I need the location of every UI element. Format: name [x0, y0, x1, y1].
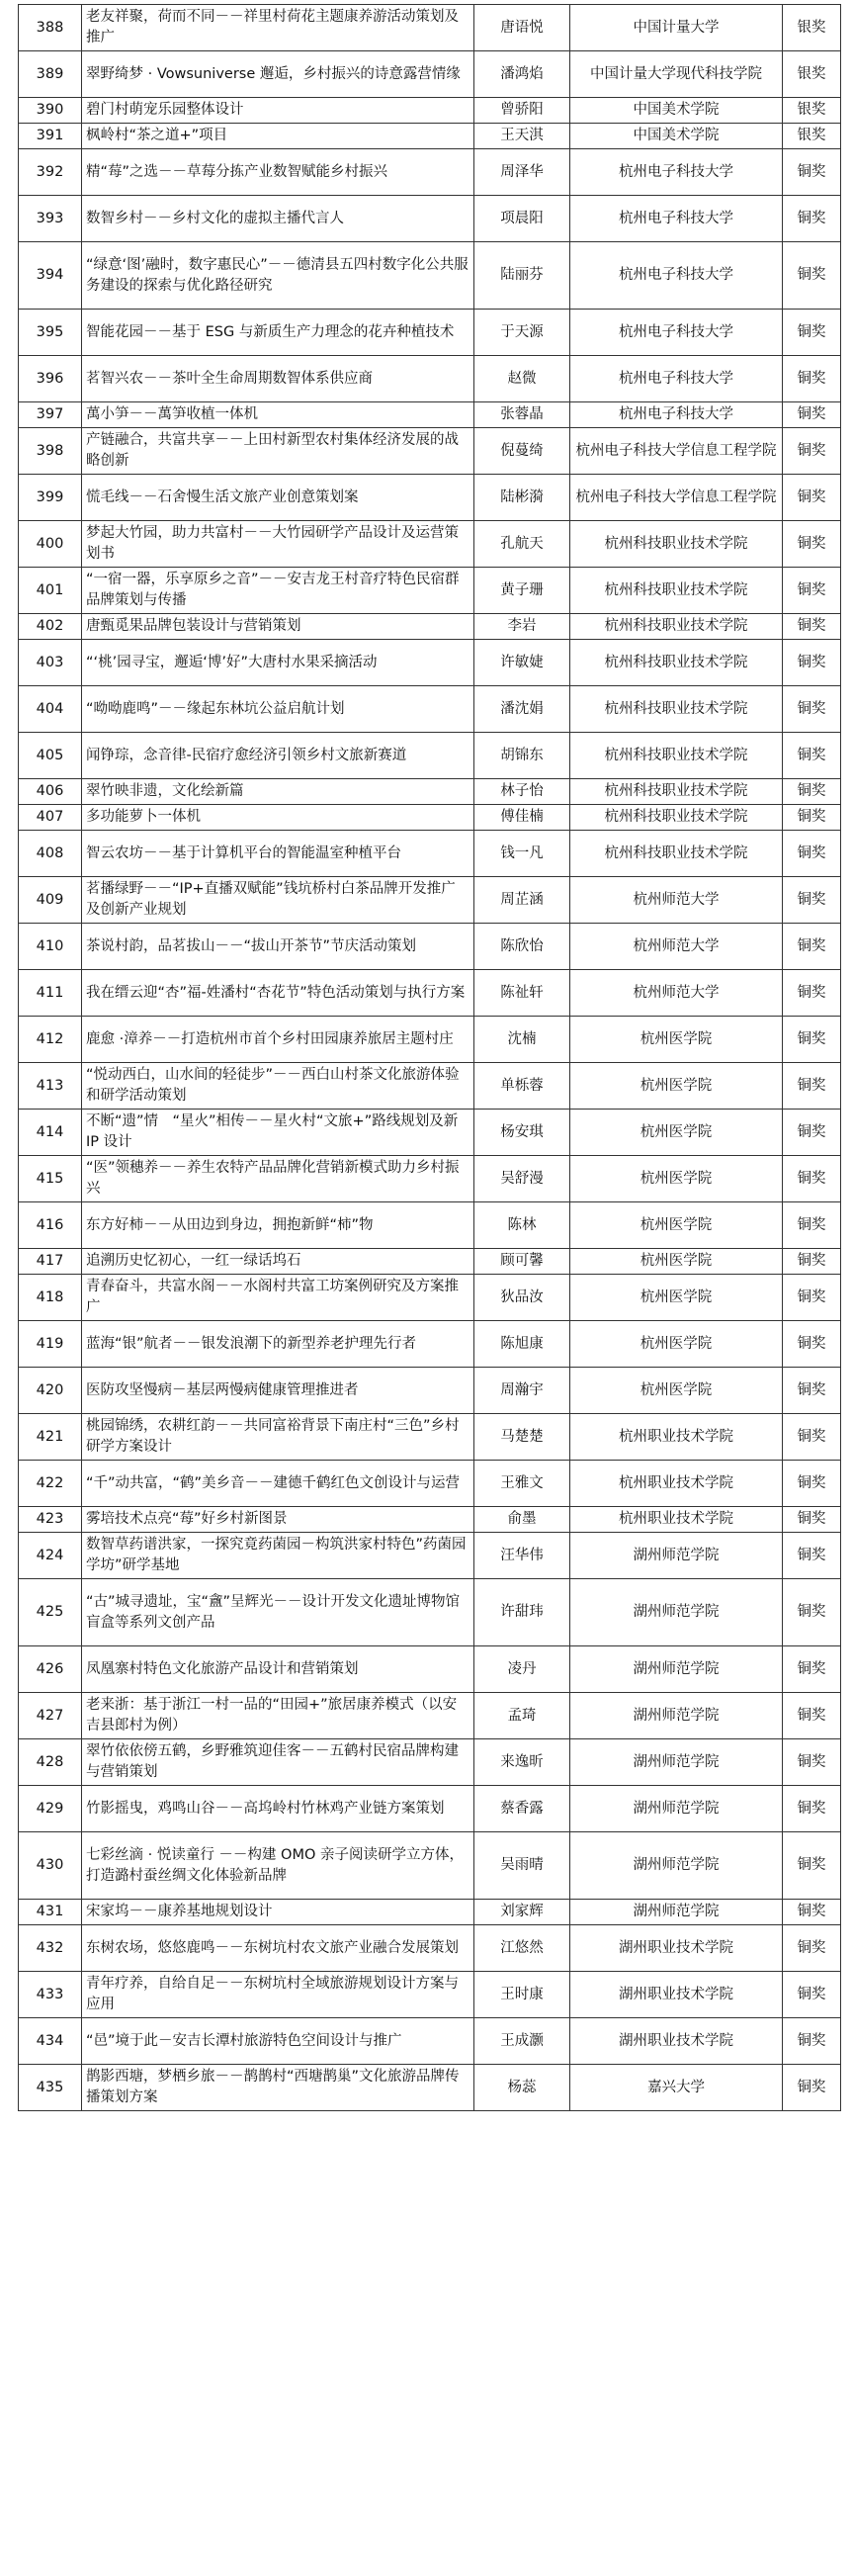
award-number-cell: 397	[19, 402, 82, 428]
award-level-cell: 铜奖	[783, 1786, 841, 1832]
school-name-cell: 杭州师范大学	[570, 924, 783, 970]
award-level-cell: 铜奖	[783, 1972, 841, 2018]
award-number-cell: 401	[19, 568, 82, 614]
table-row	[19, 310, 841, 356]
award-level-cell: 铜奖	[783, 831, 841, 877]
project-title-cell: “悦动西白，山水间的轻徒步”－－西白山村茶文化旅游体验和研学活动策划	[82, 1063, 474, 1110]
school-name-cell: 中国美术学院	[570, 124, 783, 149]
table-row	[19, 1368, 841, 1414]
table-row	[19, 196, 841, 242]
school-name-cell: 杭州职业技术学院	[570, 1507, 783, 1533]
project-title-cell: 老友祥聚，荷而不同－－祥里村荷花主题康养游活动策划及推广	[82, 5, 474, 51]
project-title-cell: 精“莓”之选－－草莓分拣产业数智赋能乡村振兴	[82, 149, 474, 196]
project-title-cell: 多功能萝卜一体机	[82, 805, 474, 831]
school-name-cell: 杭州职业技术学院	[570, 1414, 783, 1461]
project-title-cell: “一宿一器，乐享原乡之音”－－安吉龙王村音疗特色民宿群品牌策划与传播	[82, 568, 474, 614]
award-number-cell: 424	[19, 1533, 82, 1579]
award-number-cell: 434	[19, 2018, 82, 2065]
award-level-cell: 铜奖	[783, 568, 841, 614]
award-level-cell: 铜奖	[783, 686, 841, 733]
leader-name-cell: 许敏婕	[474, 640, 570, 686]
award-number-cell: 392	[19, 149, 82, 196]
leader-name-cell: 周泽华	[474, 149, 570, 196]
table-row	[19, 1321, 841, 1368]
table-row	[19, 1925, 841, 1972]
project-title-cell: 梦起大竹园，助力共富村－－大竹园研学产品设计及运营策划书	[82, 521, 474, 568]
school-name-cell: 杭州医学院	[570, 1321, 783, 1368]
table-row	[19, 1249, 841, 1275]
leader-name-cell: 刘家辉	[474, 1900, 570, 1925]
award-level-cell: 铜奖	[783, 402, 841, 428]
leader-name-cell: 潘鸿焰	[474, 51, 570, 98]
award-level-cell: 铜奖	[783, 1646, 841, 1693]
school-name-cell: 杭州电子科技大学信息工程学院	[570, 475, 783, 521]
award-level-cell: 铜奖	[783, 1414, 841, 1461]
project-title-cell: 不断“遗”情 “星火”相传－－星火村“文旅+”路线规划及新 IP 设计	[82, 1110, 474, 1156]
award-level-cell: 银奖	[783, 5, 841, 51]
award-level-cell: 铜奖	[783, 614, 841, 640]
leader-name-cell: 江悠然	[474, 1925, 570, 1972]
table-row	[19, 779, 841, 805]
leader-name-cell: 狄品汝	[474, 1275, 570, 1321]
project-title-cell: 碧门村萌宠乐园整体设计	[82, 98, 474, 124]
table-row	[19, 1900, 841, 1925]
award-number-cell: 432	[19, 1925, 82, 1972]
award-number-cell: 410	[19, 924, 82, 970]
award-level-cell: 银奖	[783, 124, 841, 149]
leader-name-cell: 于天源	[474, 310, 570, 356]
project-title-cell: 翠竹依依傍五鹤，乡野雅筑迎佳客－－五鹤村民宿品牌构建与营销策划	[82, 1739, 474, 1786]
table-row	[19, 1739, 841, 1786]
school-name-cell: 杭州科技职业技术学院	[570, 805, 783, 831]
school-name-cell: 杭州科技职业技术学院	[570, 831, 783, 877]
leader-name-cell: 吴雨晴	[474, 1832, 570, 1900]
project-title-cell: 七彩丝滴 · 悦读童行 －－构建 OMO 亲子阅读研学立方体，打造潞村蚕丝绸文化体验新品牌	[82, 1832, 474, 1900]
school-name-cell: 杭州师范大学	[570, 877, 783, 924]
award-level-cell: 铜奖	[783, 1368, 841, 1414]
leader-name-cell: 项晨阳	[474, 196, 570, 242]
award-level-cell: 铜奖	[783, 2065, 841, 2111]
award-number-cell: 408	[19, 831, 82, 877]
table-row	[19, 805, 841, 831]
award-level-cell: 铜奖	[783, 1739, 841, 1786]
award-level-cell: 铜奖	[783, 1156, 841, 1202]
leader-name-cell: 来逸昕	[474, 1739, 570, 1786]
leader-name-cell: 杨蕊	[474, 2065, 570, 2111]
award-number-cell: 390	[19, 98, 82, 124]
table-row	[19, 521, 841, 568]
leader-name-cell: 钱一凡	[474, 831, 570, 877]
project-title-cell: 东方好柿－－从田边到身边，拥抱新鲜“柿”物	[82, 1202, 474, 1249]
leader-name-cell: 凌丹	[474, 1646, 570, 1693]
project-title-cell: 蓝海“银”航者－－银发浪潮下的新型养老护理先行者	[82, 1321, 474, 1368]
award-level-cell: 铜奖	[783, 1110, 841, 1156]
school-name-cell: 杭州电子科技大学	[570, 356, 783, 402]
award-number-cell: 407	[19, 805, 82, 831]
school-name-cell: 湖州师范学院	[570, 1900, 783, 1925]
school-name-cell: 杭州医学院	[570, 1202, 783, 1249]
school-name-cell: 杭州医学院	[570, 1017, 783, 1063]
award-level-cell: 铜奖	[783, 149, 841, 196]
leader-name-cell: 沈楠	[474, 1017, 570, 1063]
project-title-cell: 东树农场，悠悠鹿鸣－－东树坑村农文旅产业融合发展策划	[82, 1925, 474, 1972]
school-name-cell: 杭州科技职业技术学院	[570, 686, 783, 733]
award-number-cell: 431	[19, 1900, 82, 1925]
award-number-cell: 428	[19, 1739, 82, 1786]
project-title-cell: 青年疗养，自给自足－－东树坑村全域旅游规划设计方案与应用	[82, 1972, 474, 2018]
leader-name-cell: 杨安琪	[474, 1110, 570, 1156]
school-name-cell: 杭州科技职业技术学院	[570, 568, 783, 614]
project-title-cell: “绿意‘图’融时，数字惠民心”－－德清县五四村数字化公共服务建设的探索与优化路径研究	[82, 242, 474, 310]
leader-name-cell: 陈欣怡	[474, 924, 570, 970]
award-number-cell: 420	[19, 1368, 82, 1414]
award-number-cell: 417	[19, 1249, 82, 1275]
project-title-cell: 桃园锦绣，农耕红韵－－共同富裕背景下南庄村“三色”乡村研学方案设计	[82, 1414, 474, 1461]
project-title-cell: “呦呦鹿鸣”－－缘起东林坑公益启航计划	[82, 686, 474, 733]
award-level-cell: 铜奖	[783, 196, 841, 242]
table-row	[19, 1156, 841, 1202]
award-number-cell: 411	[19, 970, 82, 1017]
project-title-cell: 茶说村韵，品茗拔山－－“拔山开茶节”节庆活动策划	[82, 924, 474, 970]
award-number-cell: 418	[19, 1275, 82, 1321]
table-row	[19, 1646, 841, 1693]
award-number-cell: 426	[19, 1646, 82, 1693]
award-level-cell: 银奖	[783, 98, 841, 124]
award-level-cell: 铜奖	[783, 640, 841, 686]
table-row	[19, 1414, 841, 1461]
award-level-cell: 铜奖	[783, 475, 841, 521]
award-number-cell: 402	[19, 614, 82, 640]
table-row	[19, 1017, 841, 1063]
school-name-cell: 杭州职业技术学院	[570, 1461, 783, 1507]
award-level-cell: 铜奖	[783, 310, 841, 356]
table-row	[19, 98, 841, 124]
school-name-cell: 湖州师范学院	[570, 1832, 783, 1900]
project-title-cell: 智能花园－－基于 ESG 与新质生产力理念的花卉种植技术	[82, 310, 474, 356]
award-level-cell: 铜奖	[783, 521, 841, 568]
award-level-cell: 铜奖	[783, 1925, 841, 1972]
awards-table	[18, 4, 841, 2111]
leader-name-cell: 曾骄阳	[474, 98, 570, 124]
table-row	[19, 877, 841, 924]
table-row	[19, 1507, 841, 1533]
project-title-cell: 闻铮琮，念音律-民宿疗愈经济引领乡村文旅新赛道	[82, 733, 474, 779]
award-number-cell: 394	[19, 242, 82, 310]
award-number-cell: 406	[19, 779, 82, 805]
project-title-cell: 我在缙云迎“杏”福-姓潘村“杏花节”特色活动策划与执行方案	[82, 970, 474, 1017]
award-level-cell: 铜奖	[783, 242, 841, 310]
leader-name-cell: 王天淇	[474, 124, 570, 149]
leader-name-cell: 马楚楚	[474, 1414, 570, 1461]
table-row	[19, 428, 841, 475]
leader-name-cell: 胡锦东	[474, 733, 570, 779]
school-name-cell: 杭州电子科技大学	[570, 149, 783, 196]
project-title-cell: 枫岭村“茶之道+”项目	[82, 124, 474, 149]
school-name-cell: 杭州医学院	[570, 1275, 783, 1321]
leader-name-cell: 蔡香露	[474, 1786, 570, 1832]
table-row	[19, 1786, 841, 1832]
school-name-cell: 杭州医学院	[570, 1156, 783, 1202]
project-title-cell: 老来浙：基于浙江一村一品的“田园+”旅居康养模式（以安吉县郎村为例）	[82, 1693, 474, 1739]
school-name-cell: 湖州师范学院	[570, 1693, 783, 1739]
award-level-cell: 铜奖	[783, 877, 841, 924]
award-level-cell: 铜奖	[783, 1832, 841, 1900]
project-title-cell: 数智草药谱洪家，一探究竟药菌园－构筑洪家村特色”药菌园学坊”研学基地	[82, 1533, 474, 1579]
award-level-cell: 铜奖	[783, 805, 841, 831]
table-row	[19, 1275, 841, 1321]
award-number-cell: 422	[19, 1461, 82, 1507]
award-level-cell: 铜奖	[783, 1275, 841, 1321]
project-title-cell: 宋家坞－－康养基地规划设计	[82, 1900, 474, 1925]
school-name-cell: 中国计量大学现代科技学院	[570, 51, 783, 98]
leader-name-cell: 唐语悦	[474, 5, 570, 51]
school-name-cell: 湖州师范学院	[570, 1579, 783, 1646]
project-title-cell: 翠竹映非遗，文化绘新篇	[82, 779, 474, 805]
leader-name-cell: 孔航天	[474, 521, 570, 568]
project-title-cell: 追溯历史忆初心，一红一绿话坞石	[82, 1249, 474, 1275]
leader-name-cell: 潘沈娟	[474, 686, 570, 733]
school-name-cell: 杭州电子科技大学	[570, 402, 783, 428]
table-row	[19, 1461, 841, 1507]
award-number-cell: 429	[19, 1786, 82, 1832]
award-number-cell: 409	[19, 877, 82, 924]
leader-name-cell: 傅佳楠	[474, 805, 570, 831]
table-row	[19, 733, 841, 779]
leader-name-cell: 周芷涵	[474, 877, 570, 924]
school-name-cell: 杭州医学院	[570, 1063, 783, 1110]
school-name-cell: 湖州职业技术学院	[570, 1972, 783, 2018]
table-row	[19, 686, 841, 733]
school-name-cell: 中国美术学院	[570, 98, 783, 124]
table-row	[19, 970, 841, 1017]
school-name-cell: 湖州职业技术学院	[570, 2018, 783, 2065]
table-row	[19, 2018, 841, 2065]
award-number-cell: 433	[19, 1972, 82, 2018]
leader-name-cell: 王雅文	[474, 1461, 570, 1507]
project-title-cell: 产链融合，共富共享－－上田村新型农村集体经济发展的战略创新	[82, 428, 474, 475]
award-number-cell: 413	[19, 1063, 82, 1110]
project-title-cell: 茗智兴农－－茶叶全生命周期数智体系供应商	[82, 356, 474, 402]
award-number-cell: 421	[19, 1414, 82, 1461]
leader-name-cell: 黄子珊	[474, 568, 570, 614]
school-name-cell: 杭州师范大学	[570, 970, 783, 1017]
award-level-cell: 铜奖	[783, 356, 841, 402]
award-level-cell: 铜奖	[783, 1693, 841, 1739]
award-level-cell: 银奖	[783, 51, 841, 98]
award-number-cell: 435	[19, 2065, 82, 2111]
award-level-cell: 铜奖	[783, 1202, 841, 1249]
table-row	[19, 614, 841, 640]
table-row	[19, 2065, 841, 2111]
leader-name-cell: 吴舒漫	[474, 1156, 570, 1202]
award-level-cell: 铜奖	[783, 2018, 841, 2065]
table-row	[19, 568, 841, 614]
school-name-cell: 湖州师范学院	[570, 1533, 783, 1579]
project-title-cell: 凤凰寨村特色文化旅游产品设计和营销策划	[82, 1646, 474, 1693]
award-number-cell: 389	[19, 51, 82, 98]
table-row	[19, 356, 841, 402]
project-title-cell: 鹊影西塘，梦栖乡旅－－鹊鹊村“西塘鹊巢”文化旅游品牌传播策划方案	[82, 2065, 474, 2111]
school-name-cell: 湖州师范学院	[570, 1646, 783, 1693]
school-name-cell: 杭州医学院	[570, 1110, 783, 1156]
award-level-cell: 铜奖	[783, 970, 841, 1017]
award-level-cell: 铜奖	[783, 1063, 841, 1110]
leader-name-cell: 周瀚宇	[474, 1368, 570, 1414]
table-row	[19, 1832, 841, 1900]
project-title-cell: “医”领穗养－－养生农特产品品牌化营销新模式助力乡村振兴	[82, 1156, 474, 1202]
award-number-cell: 396	[19, 356, 82, 402]
award-level-cell: 铜奖	[783, 733, 841, 779]
project-title-cell: 慌毛线－－石舍慢生活文旅产业创意策划案	[82, 475, 474, 521]
project-title-cell: “‘桃’园寻宝，邂逅‘博’好”大唐村水果采摘活动	[82, 640, 474, 686]
award-number-cell: 430	[19, 1832, 82, 1900]
table-row	[19, 51, 841, 98]
school-name-cell: 杭州医学院	[570, 1368, 783, 1414]
award-level-cell: 铜奖	[783, 924, 841, 970]
leader-name-cell: 孟琦	[474, 1693, 570, 1739]
award-level-cell: 铜奖	[783, 1249, 841, 1275]
project-title-cell: 雾培技术点亮“莓”好乡村新图景	[82, 1507, 474, 1533]
table-row	[19, 831, 841, 877]
project-title-cell: 智云农坊－－基于计算机平台的智能温室种植平台	[82, 831, 474, 877]
award-level-cell: 铜奖	[783, 1461, 841, 1507]
project-title-cell: “古”城寻遗址，宝“盦”呈辉光－－设计开发文化遗址博物馆盲盒等系列文创产品	[82, 1579, 474, 1646]
school-name-cell: 中国计量大学	[570, 5, 783, 51]
leader-name-cell: 王时康	[474, 1972, 570, 2018]
award-number-cell: 423	[19, 1507, 82, 1533]
table-row	[19, 1202, 841, 1249]
award-level-cell: 铜奖	[783, 428, 841, 475]
school-name-cell: 湖州职业技术学院	[570, 1925, 783, 1972]
leader-name-cell: 单栎蓉	[474, 1063, 570, 1110]
project-title-cell: 数智乡村－－乡村文化的虚拟主播代言人	[82, 196, 474, 242]
award-number-cell: 415	[19, 1156, 82, 1202]
project-title-cell: 翠野绮梦 · Vowsuniverse 邂逅，乡村振兴的诗意露营情缘	[82, 51, 474, 98]
award-number-cell: 416	[19, 1202, 82, 1249]
table-row	[19, 640, 841, 686]
school-name-cell: 嘉兴大学	[570, 2065, 783, 2111]
project-title-cell: 萬小笋－－萬笋收植一体机	[82, 402, 474, 428]
table-row	[19, 1533, 841, 1579]
award-number-cell: 399	[19, 475, 82, 521]
school-name-cell: 杭州电子科技大学信息工程学院	[570, 428, 783, 475]
table-row	[19, 402, 841, 428]
project-title-cell: 茗播绿野－－“IP+直播双赋能”钱坑桥村白茶品牌开发推广及创新产业规划	[82, 877, 474, 924]
leader-name-cell: 陆丽芬	[474, 242, 570, 310]
leader-name-cell: 陈旭康	[474, 1321, 570, 1368]
award-number-cell: 388	[19, 5, 82, 51]
leader-name-cell: 陈林	[474, 1202, 570, 1249]
leader-name-cell: 倪蔓绮	[474, 428, 570, 475]
award-number-cell: 425	[19, 1579, 82, 1646]
school-name-cell: 湖州师范学院	[570, 1786, 783, 1832]
table-row	[19, 1972, 841, 2018]
table-row	[19, 242, 841, 310]
award-number-cell: 419	[19, 1321, 82, 1368]
school-name-cell: 杭州科技职业技术学院	[570, 779, 783, 805]
leader-name-cell: 汪华伟	[474, 1533, 570, 1579]
award-number-cell: 414	[19, 1110, 82, 1156]
leader-name-cell: 陈祉轩	[474, 970, 570, 1017]
award-level-cell: 铜奖	[783, 1900, 841, 1925]
leader-name-cell: 陆彬漪	[474, 475, 570, 521]
leader-name-cell: 顾可馨	[474, 1249, 570, 1275]
table-row	[19, 1110, 841, 1156]
award-number-cell: 400	[19, 521, 82, 568]
award-level-cell: 铜奖	[783, 1017, 841, 1063]
project-title-cell: 竹影摇曳，鸡鸣山谷－－高坞岭村竹林鸡产业链方案策划	[82, 1786, 474, 1832]
leader-name-cell: 赵微	[474, 356, 570, 402]
table-row	[19, 149, 841, 196]
award-number-cell: 391	[19, 124, 82, 149]
table-row	[19, 1693, 841, 1739]
awards-table-body	[19, 5, 841, 2111]
award-level-cell: 铜奖	[783, 1507, 841, 1533]
award-number-cell: 404	[19, 686, 82, 733]
table-row	[19, 924, 841, 970]
school-name-cell: 杭州科技职业技术学院	[570, 733, 783, 779]
school-name-cell: 杭州电子科技大学	[570, 196, 783, 242]
project-title-cell: “邑”境于此－安吉长潭村旅游特色空间设计与推广	[82, 2018, 474, 2065]
award-level-cell: 铜奖	[783, 1533, 841, 1579]
leader-name-cell: 王成灏	[474, 2018, 570, 2065]
award-number-cell: 393	[19, 196, 82, 242]
leader-name-cell: 林子怡	[474, 779, 570, 805]
award-number-cell: 398	[19, 428, 82, 475]
school-name-cell: 杭州医学院	[570, 1249, 783, 1275]
leader-name-cell: 许甜玮	[474, 1579, 570, 1646]
school-name-cell: 湖州师范学院	[570, 1739, 783, 1786]
award-number-cell: 395	[19, 310, 82, 356]
project-title-cell: 鹿愈 ·漳养－－打造杭州市首个乡村田园康养旅居主题村庄	[82, 1017, 474, 1063]
school-name-cell: 杭州电子科技大学	[570, 242, 783, 310]
award-number-cell: 405	[19, 733, 82, 779]
award-number-cell: 403	[19, 640, 82, 686]
award-level-cell: 铜奖	[783, 1321, 841, 1368]
project-title-cell: 唐甄觅果品牌包装设计与营销策划	[82, 614, 474, 640]
school-name-cell: 杭州电子科技大学	[570, 310, 783, 356]
leader-name-cell: 俞墨	[474, 1507, 570, 1533]
table-row	[19, 475, 841, 521]
award-level-cell: 铜奖	[783, 779, 841, 805]
table-row	[19, 1063, 841, 1110]
award-number-cell: 412	[19, 1017, 82, 1063]
table-row	[19, 1579, 841, 1646]
project-title-cell: “千”动共富，“鹤”美乡音－－建德千鹤红色文创设计与运营	[82, 1461, 474, 1507]
school-name-cell: 杭州科技职业技术学院	[570, 640, 783, 686]
award-number-cell: 427	[19, 1693, 82, 1739]
leader-name-cell: 李岩	[474, 614, 570, 640]
school-name-cell: 杭州科技职业技术学院	[570, 521, 783, 568]
table-row	[19, 5, 841, 51]
project-title-cell: 青春奋斗，共富水阁－－水阁村共富工坊案例研究及方案推广	[82, 1275, 474, 1321]
award-level-cell: 铜奖	[783, 1579, 841, 1646]
school-name-cell: 杭州科技职业技术学院	[570, 614, 783, 640]
project-title-cell: 医防攻坚慢病－基层两慢病健康管理推进者	[82, 1368, 474, 1414]
table-row	[19, 124, 841, 149]
leader-name-cell: 张蓉晶	[474, 402, 570, 428]
